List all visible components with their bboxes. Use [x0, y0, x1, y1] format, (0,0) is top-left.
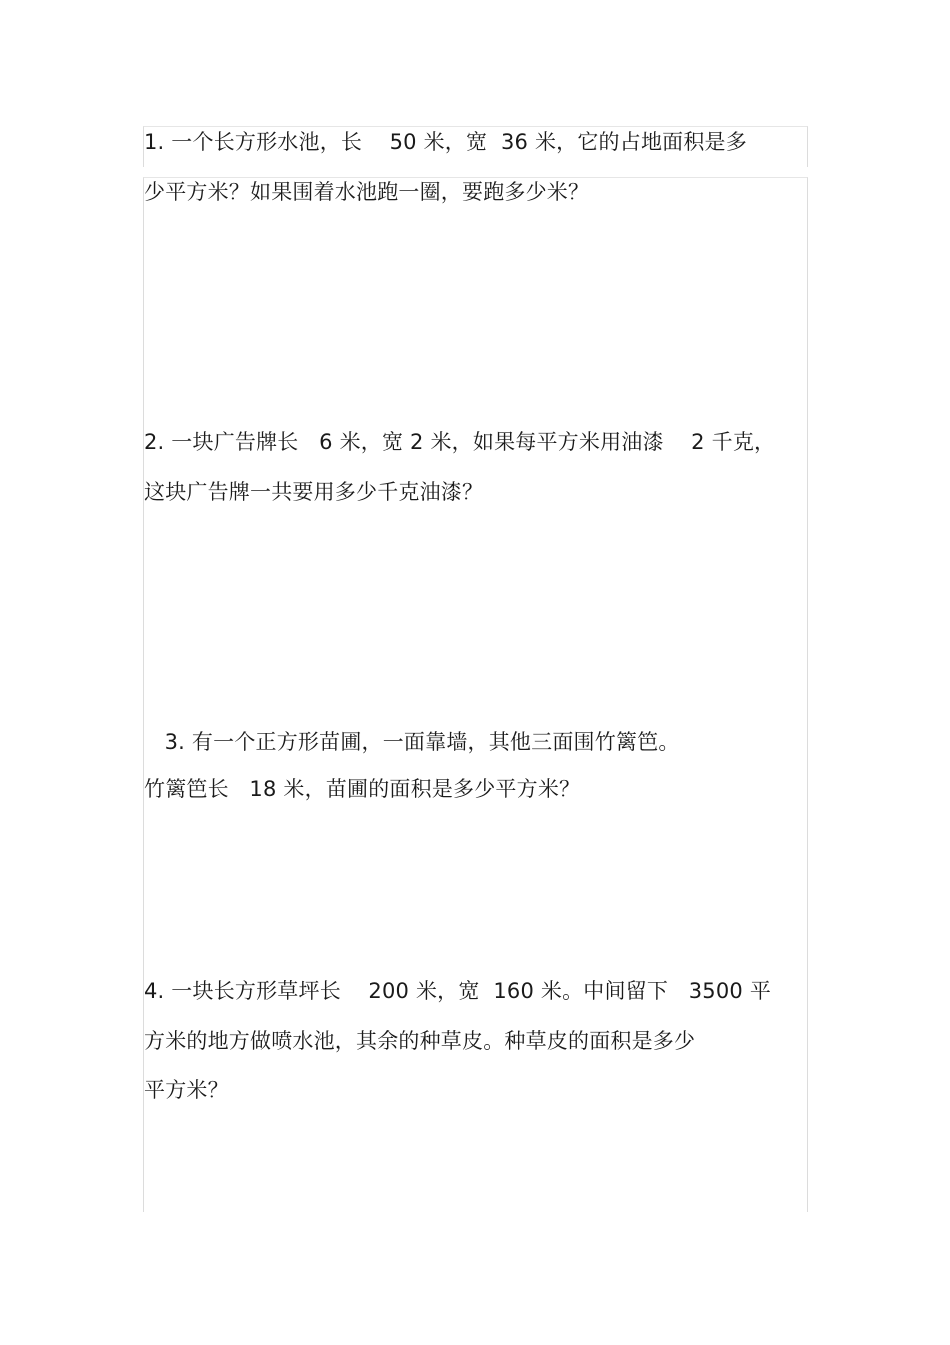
problem-4-line-1: 4. 一块长方形草坪长 200 米，宽 160 米。中间留下 3500 平	[144, 979, 772, 1003]
problem-3-line-1: 3. 有一个正方形苗圃，一面靠墙，其他三面围竹篱笆。	[144, 730, 680, 754]
problem-2-line-2: 这块广告牌一共要用多少千克油漆？	[144, 480, 484, 504]
problem-2-line-1: 2. 一块广告牌长 6 米，宽 2 米，如果每平方米用油漆 2 千克，	[144, 430, 776, 454]
problem-1-line-1: 1. 一个长方形水池，长 50 米，宽 36 米，它的占地面积是多	[144, 130, 747, 154]
problem-4-line-2: 方米的地方做喷水池，其余的种草皮。种草皮的面积是多少	[144, 1029, 696, 1053]
page-frame	[143, 177, 808, 1212]
problem-4-line-3: 平方米？	[144, 1078, 229, 1102]
problem-1-line-2: 少平方米？如果围着水池跑一圈，要跑多少米？	[144, 180, 590, 204]
problem-3-line-2: 竹篱笆长 18 米，苗圃的面积是多少平方米？	[144, 777, 581, 801]
